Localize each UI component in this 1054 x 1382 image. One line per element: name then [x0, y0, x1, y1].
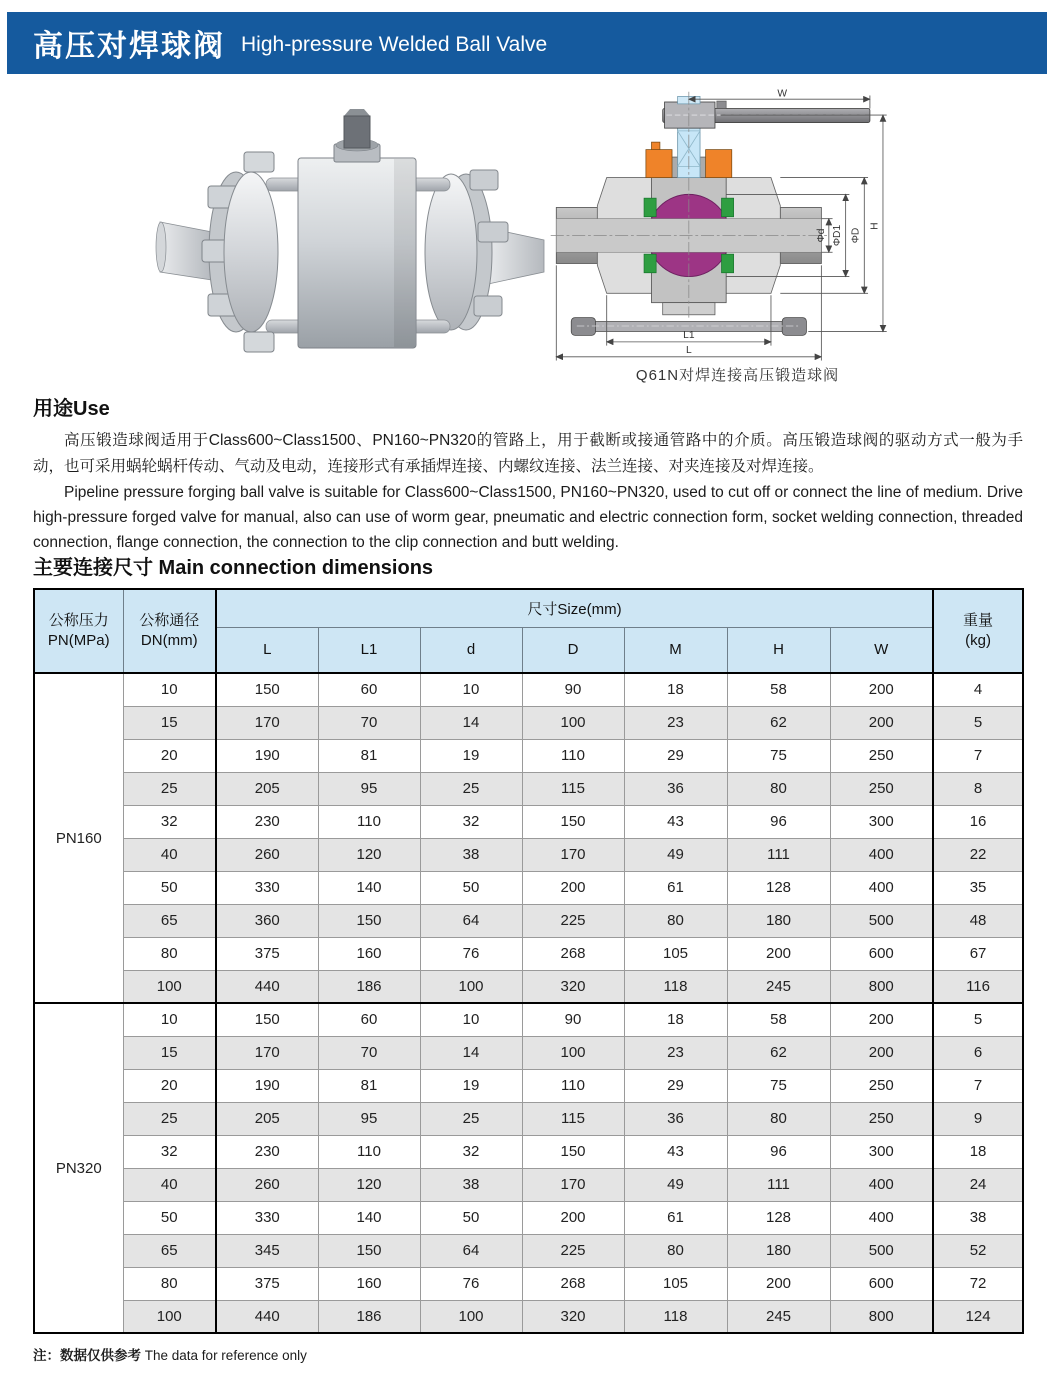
dn-cell: 80	[123, 937, 216, 970]
table-row	[34, 1102, 1023, 1135]
size-cell: 330	[216, 1201, 318, 1234]
weight-cell: 24	[933, 1168, 1023, 1201]
size-cell: 440	[216, 970, 318, 1003]
size-cell: 75	[727, 1069, 830, 1102]
table-heading: 主要连接尺寸 Main connection dimensions	[33, 557, 434, 579]
table-row	[34, 772, 1023, 805]
size-cell: 205	[216, 772, 318, 805]
size-cell: 38	[420, 838, 522, 871]
size-cell: 180	[727, 1234, 830, 1267]
size-cell: 260	[216, 1168, 318, 1201]
weight-cell: 22	[933, 838, 1023, 871]
dn-cell: 65	[123, 904, 216, 937]
weight-cell: 124	[933, 1300, 1023, 1333]
size-cell: 10	[420, 673, 522, 706]
size-cell: 200	[830, 706, 933, 739]
valve-body-block	[298, 158, 416, 348]
table-note-en: The data for reference only	[144, 1348, 307, 1363]
size-cell: 200	[830, 1036, 933, 1069]
size-cell: 80	[727, 772, 830, 805]
page-title-en: High-pressure Welded Ball Valve	[241, 33, 548, 56]
use-section	[33, 392, 1023, 555]
size-cell: 62	[727, 706, 830, 739]
dn-cell: 15	[123, 1036, 216, 1069]
size-cell: 150	[318, 1234, 420, 1267]
size-cell: 61	[624, 871, 727, 904]
size-cell: 100	[522, 1036, 624, 1069]
header-dn-en: DN(mm)	[140, 632, 198, 649]
header-pressure-zh: 公称压力	[48, 612, 109, 629]
header-col-L1: L1	[318, 627, 420, 673]
size-cell: 38	[420, 1168, 522, 1201]
size-cell: 170	[216, 1036, 318, 1069]
size-cell: 32	[420, 1135, 522, 1168]
table-row	[34, 871, 1023, 904]
size-cell: 150	[216, 1003, 318, 1036]
dn-cell: 80	[123, 1267, 216, 1300]
size-cell: 96	[727, 805, 830, 838]
size-cell: 76	[420, 937, 522, 970]
header-pressure	[34, 589, 123, 673]
size-cell: 36	[624, 772, 727, 805]
table-row	[34, 1201, 1023, 1234]
size-cell: 32	[420, 805, 522, 838]
size-cell: 230	[216, 805, 318, 838]
header-banner	[7, 12, 1047, 74]
size-cell: 190	[216, 739, 318, 772]
size-cell: 268	[522, 1267, 624, 1300]
size-cell: 180	[727, 904, 830, 937]
dim-label-w: W	[777, 88, 788, 100]
size-cell: 29	[624, 739, 727, 772]
size-cell: 29	[624, 1069, 727, 1102]
size-cell: 200	[727, 937, 830, 970]
header-size-group: 尺寸Size(mm)	[216, 589, 933, 627]
size-cell: 225	[522, 1234, 624, 1267]
size-cell: 58	[727, 1003, 830, 1036]
header-dn	[123, 589, 216, 673]
size-cell: 100	[420, 1300, 522, 1333]
size-cell: 25	[420, 772, 522, 805]
dn-cell: 15	[123, 706, 216, 739]
header-dn-zh: 公称通径	[139, 612, 200, 629]
weight-cell: 16	[933, 805, 1023, 838]
size-cell: 61	[624, 1201, 727, 1234]
pn-group-label: PN160	[34, 673, 123, 1003]
size-cell: 140	[318, 871, 420, 904]
weight-cell: 38	[933, 1201, 1023, 1234]
size-cell: 140	[318, 1201, 420, 1234]
size-cell: 80	[624, 1234, 727, 1267]
weight-cell: 6	[933, 1036, 1023, 1069]
size-cell: 111	[727, 1168, 830, 1201]
size-cell: 58	[727, 673, 830, 706]
size-cell: 64	[420, 904, 522, 937]
size-cell: 110	[318, 1135, 420, 1168]
size-cell: 105	[624, 937, 727, 970]
size-cell: 500	[830, 904, 933, 937]
dim-label-d1: ΦD1	[832, 224, 844, 247]
size-cell: 245	[727, 970, 830, 1003]
dn-cell: 25	[123, 1102, 216, 1135]
table-note	[33, 1344, 307, 1364]
size-cell: 19	[420, 739, 522, 772]
size-cell: 600	[830, 937, 933, 970]
dim-label-D: ΦD	[850, 227, 862, 244]
size-cell: 225	[522, 904, 624, 937]
size-cell: 76	[420, 1267, 522, 1300]
weight-cell: 67	[933, 937, 1023, 970]
size-cell: 400	[830, 1201, 933, 1234]
dn-cell: 50	[123, 871, 216, 904]
size-cell: 81	[318, 1069, 420, 1102]
size-cell: 90	[522, 673, 624, 706]
dim-label-d: Φd	[816, 228, 828, 243]
size-cell: 245	[727, 1300, 830, 1333]
size-cell: 250	[830, 1069, 933, 1102]
dn-cell: 20	[123, 739, 216, 772]
size-cell: 160	[318, 1267, 420, 1300]
size-cell: 128	[727, 871, 830, 904]
diagram-caption: Q61N对焊连接高压锻造球阀	[635, 367, 840, 384]
weight-cell: 9	[933, 1102, 1023, 1135]
size-cell: 250	[830, 772, 933, 805]
stem-head	[334, 109, 380, 162]
size-cell: 36	[624, 1102, 727, 1135]
size-cell: 170	[522, 838, 624, 871]
size-cell: 23	[624, 1036, 727, 1069]
size-cell: 250	[830, 739, 933, 772]
size-cell: 375	[216, 937, 318, 970]
size-cell: 300	[830, 805, 933, 838]
size-cell: 25	[420, 1102, 522, 1135]
size-cell: 18	[624, 1003, 727, 1036]
size-cell: 19	[420, 1069, 522, 1102]
dn-cell: 40	[123, 1168, 216, 1201]
size-cell: 150	[522, 805, 624, 838]
table-row	[34, 937, 1023, 970]
size-cell: 90	[522, 1003, 624, 1036]
size-cell: 95	[318, 772, 420, 805]
size-cell: 330	[216, 871, 318, 904]
size-cell: 60	[318, 1003, 420, 1036]
size-cell: 110	[522, 1069, 624, 1102]
dn-cell: 10	[123, 1003, 216, 1036]
table-row	[34, 1036, 1023, 1069]
use-heading: 用途Use	[33, 398, 110, 420]
size-cell: 250	[830, 1102, 933, 1135]
size-cell: 62	[727, 1036, 830, 1069]
header-col-d: d	[420, 627, 522, 673]
size-cell: 170	[216, 706, 318, 739]
size-cell: 360	[216, 904, 318, 937]
table-row	[34, 1135, 1023, 1168]
size-cell: 160	[318, 937, 420, 970]
table-row	[34, 1300, 1023, 1333]
size-cell: 120	[318, 1168, 420, 1201]
size-cell: 200	[727, 1267, 830, 1300]
size-cell: 115	[522, 1102, 624, 1135]
size-cell: 375	[216, 1267, 318, 1300]
pn-group-label: PN320	[34, 1003, 123, 1333]
header-col-L: L	[216, 627, 318, 673]
size-cell: 500	[830, 1234, 933, 1267]
size-cell: 118	[624, 1300, 727, 1333]
size-cell: 18	[624, 673, 727, 706]
size-cell: 320	[522, 970, 624, 1003]
weight-cell: 48	[933, 904, 1023, 937]
size-cell: 800	[830, 970, 933, 1003]
size-cell: 49	[624, 1168, 727, 1201]
valve-diagram	[538, 88, 933, 368]
size-cell: 150	[318, 904, 420, 937]
weight-cell: 116	[933, 970, 1023, 1003]
size-cell: 70	[318, 706, 420, 739]
header-weight-zh: 重量	[963, 612, 994, 629]
size-cell: 110	[522, 739, 624, 772]
dn-cell: 65	[123, 1234, 216, 1267]
size-cell: 49	[624, 838, 727, 871]
dim-label-h: H	[869, 222, 881, 230]
table-row	[34, 739, 1023, 772]
dn-cell: 100	[123, 970, 216, 1003]
size-cell: 170	[522, 1168, 624, 1201]
size-cell: 600	[830, 1267, 933, 1300]
weight-cell: 5	[933, 1003, 1023, 1036]
table-row	[34, 1069, 1023, 1102]
valve-photo	[148, 100, 548, 385]
table-row	[34, 1234, 1023, 1267]
table-row	[34, 805, 1023, 838]
size-cell: 50	[420, 871, 522, 904]
size-cell: 64	[420, 1234, 522, 1267]
size-cell: 440	[216, 1300, 318, 1333]
size-cell: 186	[318, 1300, 420, 1333]
size-cell: 95	[318, 1102, 420, 1135]
size-cell: 128	[727, 1201, 830, 1234]
dimension-table	[33, 588, 1024, 1334]
size-cell: 186	[318, 970, 420, 1003]
size-cell: 96	[727, 1135, 830, 1168]
size-cell: 400	[830, 1168, 933, 1201]
size-cell: 300	[830, 1135, 933, 1168]
size-cell: 205	[216, 1102, 318, 1135]
handle-bar	[663, 96, 870, 128]
dimension-table-body	[34, 673, 1023, 1333]
size-cell: 100	[522, 706, 624, 739]
dn-cell: 32	[123, 1135, 216, 1168]
size-cell: 81	[318, 739, 420, 772]
weight-cell: 72	[933, 1267, 1023, 1300]
size-cell: 10	[420, 1003, 522, 1036]
size-cell: 800	[830, 1300, 933, 1333]
size-cell: 190	[216, 1069, 318, 1102]
table-row	[34, 1168, 1023, 1201]
dn-cell: 10	[123, 673, 216, 706]
size-cell: 120	[318, 838, 420, 871]
header-weight	[933, 589, 1023, 673]
weight-cell: 8	[933, 772, 1023, 805]
size-cell: 43	[624, 1135, 727, 1168]
size-cell: 268	[522, 937, 624, 970]
size-cell: 105	[624, 1267, 727, 1300]
size-cell: 320	[522, 1300, 624, 1333]
size-cell: 80	[624, 904, 727, 937]
size-cell: 110	[318, 805, 420, 838]
table-note-zh: 注：数据仅供参考	[33, 1348, 141, 1363]
size-cell: 230	[216, 1135, 318, 1168]
size-cell: 43	[624, 805, 727, 838]
weight-cell: 35	[933, 871, 1023, 904]
page-title-zh: 高压对焊球阀	[33, 30, 225, 63]
size-cell: 14	[420, 706, 522, 739]
weight-cell: 5	[933, 706, 1023, 739]
dn-cell: 20	[123, 1069, 216, 1102]
use-paragraph-zh: 高压锻造球阀适用于Class600~Class1500、PN160~PN320的管路上，用于截断或接通管路中的介质。高压锻造球阀的驱动方式一般为手动，也可采用蜗轮蜗杆传动、气动及电动，连接形式有承插焊连接、内螺纹连接、法兰连接、对夹连接及对焊连接。	[33, 432, 1023, 475]
weight-cell: 4	[933, 673, 1023, 706]
size-cell: 200	[830, 673, 933, 706]
table-row	[34, 838, 1023, 871]
table-row	[34, 673, 1023, 706]
table-row	[34, 904, 1023, 937]
size-cell: 260	[216, 838, 318, 871]
size-cell: 150	[216, 673, 318, 706]
size-cell: 14	[420, 1036, 522, 1069]
dim-label-l1: L1	[683, 330, 695, 342]
weight-cell: 7	[933, 1069, 1023, 1102]
weight-cell: 52	[933, 1234, 1023, 1267]
table-row	[34, 706, 1023, 739]
size-cell: 200	[830, 1003, 933, 1036]
dn-cell: 50	[123, 1201, 216, 1234]
size-cell: 200	[522, 871, 624, 904]
weight-cell: 18	[933, 1135, 1023, 1168]
size-cell: 60	[318, 673, 420, 706]
size-cell: 100	[420, 970, 522, 1003]
header-pressure-en: PN(MPa)	[47, 632, 110, 649]
size-cell: 80	[727, 1102, 830, 1135]
dn-cell: 100	[123, 1300, 216, 1333]
header-col-W: W	[830, 627, 933, 673]
dn-cell: 25	[123, 772, 216, 805]
size-cell: 150	[522, 1135, 624, 1168]
size-cell: 50	[420, 1201, 522, 1234]
header-weight-en: (kg)	[965, 632, 991, 649]
dim-label-l: L	[685, 345, 692, 357]
header-col-D: D	[522, 627, 624, 673]
dn-cell: 32	[123, 805, 216, 838]
size-cell: 400	[830, 871, 933, 904]
table-row	[34, 970, 1023, 1003]
dn-cell: 40	[123, 838, 216, 871]
size-cell: 115	[522, 772, 624, 805]
header-col-H: H	[727, 627, 830, 673]
size-cell: 400	[830, 838, 933, 871]
header-col-M: M	[624, 627, 727, 673]
size-cell: 200	[522, 1201, 624, 1234]
use-paragraph-en: Pipeline pressure forging ball valve is suitable for Class600~Class1500, PN160~PN320, used to cut off or connect the line of medium. Drive high-pressure forged valve for manual, also can use of worm gear, pneumatic and electric connection form, socket welding connection, threaded connection, flange connection, the connection to the clip connection and butt welding.	[33, 484, 1023, 551]
size-cell: 345	[216, 1234, 318, 1267]
table-row	[34, 1003, 1023, 1036]
size-cell: 111	[727, 838, 830, 871]
size-cell: 23	[624, 706, 727, 739]
size-cell: 118	[624, 970, 727, 1003]
table-row	[34, 1267, 1023, 1300]
size-cell: 75	[727, 739, 830, 772]
size-cell: 70	[318, 1036, 420, 1069]
weight-cell: 7	[933, 739, 1023, 772]
